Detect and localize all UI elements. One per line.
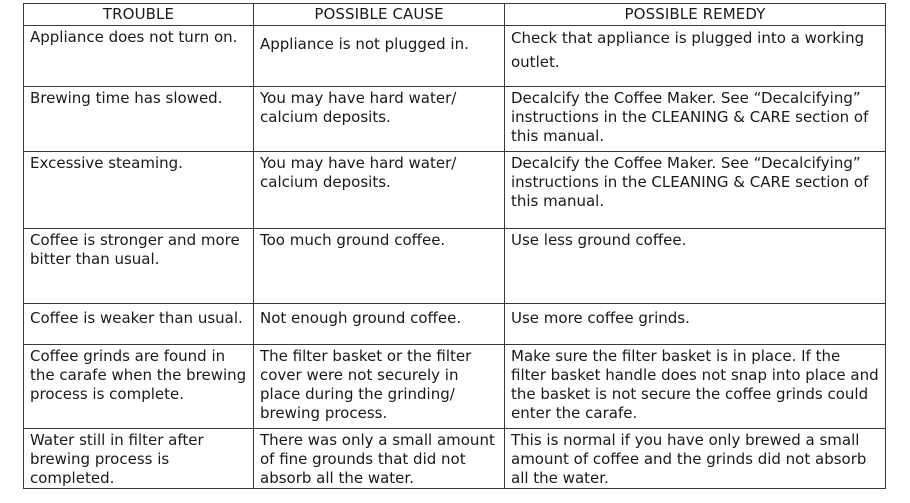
cause-cell: Appliance is not plugged in. [254, 26, 505, 87]
trouble-cell: Coffee is weaker than usual. [24, 304, 254, 345]
trouble-cell: Appliance does not turn on. [24, 26, 254, 87]
remedy-cell: This is normal if you have only brewed a small amount of coffee and the grinds did not absorb all the water. [505, 429, 886, 489]
table-row [24, 304, 886, 345]
table-row [24, 229, 886, 304]
cause-cell: Too much ground coffee. [254, 229, 505, 304]
trouble-cell: Water still in filter after brewing process is completed. [24, 429, 254, 489]
troubleshooting-table-wrapper [23, 3, 885, 489]
cause-cell: You may have hard water/ calcium deposits. [254, 152, 505, 229]
troubleshooting-table [23, 3, 886, 489]
remedy-cell: Use more coffee grinds. [505, 304, 886, 345]
cause-cell: Not enough ground coffee. [254, 304, 505, 345]
table-body [24, 26, 886, 489]
remedy-cell: Check that appliance is plugged into a working outlet. [505, 26, 886, 87]
table-row [24, 26, 886, 87]
remedy-cell: Decalcify the Coffee Maker. See “Decalcifying” instructions in the CLEANING & CARE section of this manual. [505, 152, 886, 229]
remedy-cell: Decalcify the Coffee Maker. See “Decalcifying” instructions in the CLEANING & CARE section of this manual. [505, 87, 886, 152]
header-possible-cause: POSSIBLE CAUSE [254, 4, 505, 26]
remedy-cell: Use less ground coffee. [505, 229, 886, 304]
cause-cell: There was only a small amount of fine grounds that did not absorb all the water. [254, 429, 505, 489]
trouble-cell: Coffee grinds are found in the carafe when the brewing process is complete. [24, 345, 254, 429]
trouble-cell: Coffee is stronger and more bitter than usual. [24, 229, 254, 304]
table-row [24, 345, 886, 429]
remedy-cell: Make sure the filter basket is in place. If the filter basket handle does not snap into place and the basket is not secure the coffee grinds could enter the carafe. [505, 345, 886, 429]
trouble-cell: Excessive steaming. [24, 152, 254, 229]
table-row [24, 152, 886, 229]
cause-cell: You may have hard water/ calcium deposits. [254, 87, 505, 152]
table-header [24, 4, 886, 26]
table-row [24, 87, 886, 152]
header-row [24, 4, 886, 26]
header-trouble: TROUBLE [24, 4, 254, 26]
header-possible-remedy: POSSIBLE REMEDY [505, 4, 886, 26]
table-row [24, 429, 886, 489]
cause-cell: The filter basket or the filter cover were not securely in place during the grinding/ brewing process. [254, 345, 505, 429]
trouble-cell: Brewing time has slowed. [24, 87, 254, 152]
